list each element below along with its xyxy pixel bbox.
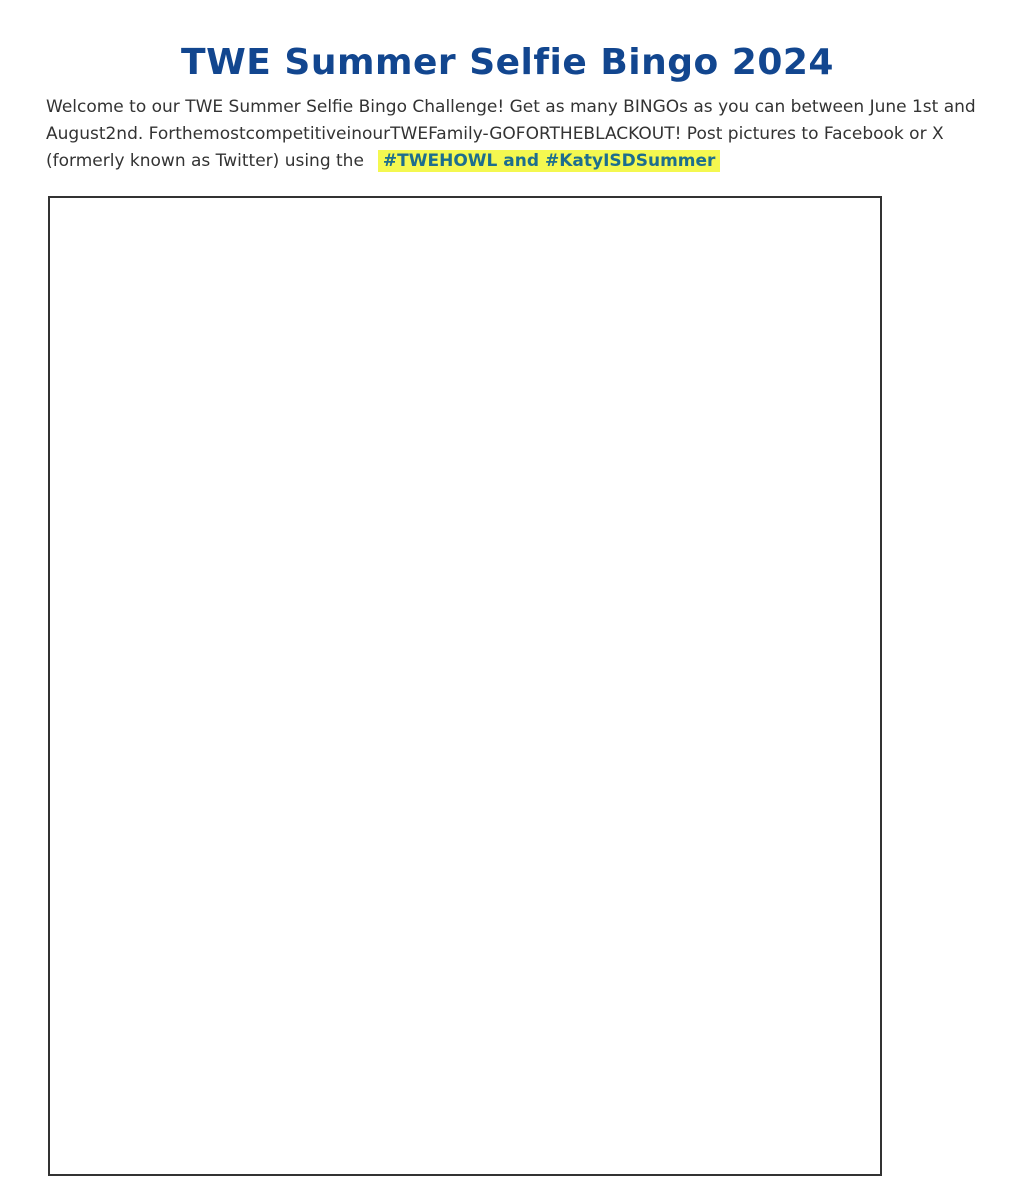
intro-text: Welcome to our TWE Summer Selfie Bingo Challenge! Get as many BINGOs as you can between June 1st and August2nd. ForthemostcompetitiveinourTWEFamily-GOFORTHEBLACKOUT! Post pictures to Facebook or X (formerly known as Twitter) using the <box>46 97 976 171</box>
hashtags-highlight: #TWEHOWL and #KatyISDSummer <box>378 150 721 172</box>
page-title: TWE Summer Selfie Bingo 2024 <box>181 42 834 83</box>
intro-paragraph <box>46 94 996 175</box>
bingo-board <box>48 196 882 1176</box>
